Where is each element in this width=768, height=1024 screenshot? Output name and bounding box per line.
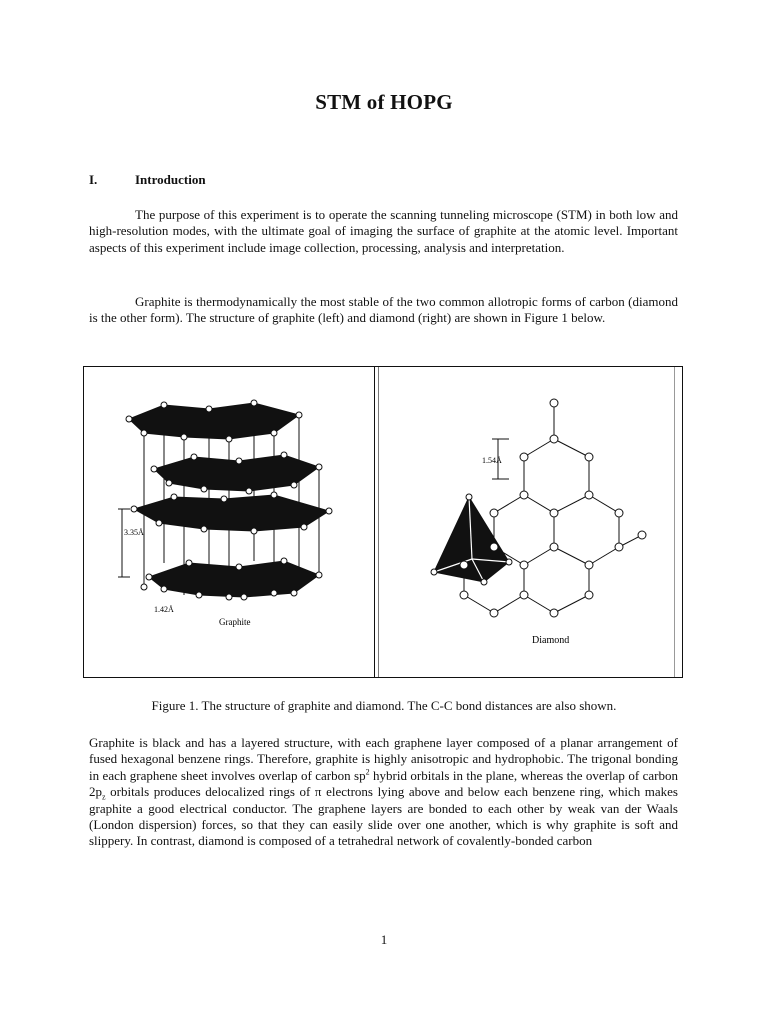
- paragraph-3-part-c: orbitals produces delocalized rings of: [105, 784, 315, 800]
- document-title: STM of HOPG: [315, 90, 453, 114]
- pz-subscript: z: [102, 792, 106, 802]
- diamond-label: Diamond: [532, 635, 570, 646]
- figure-caption: Figure 1. The structure of graphite and diamond. The C-C bond distances are also shown.: [151, 698, 617, 713]
- diamond-bond-label: 1.54Å: [482, 456, 502, 465]
- graphite-structure-diagram: [114, 387, 364, 637]
- pi-symbol: π: [314, 784, 322, 800]
- intro-paragraph-1: The purpose of this experiment is to operate the scanning tunneling microscope (STM) in both low and high-resolution modes, with the ultimate goal of imaging the surface of graphite at the atomic level. Important aspects of this experiment include image collection, processing, analysis and interpretation.: [89, 207, 678, 255]
- page-number: 1: [380, 932, 388, 947]
- graphite-label: Graphite: [219, 617, 251, 627]
- section-heading: [89, 172, 206, 188]
- figure-divider: [374, 367, 375, 677]
- figure-inner-edge: [674, 367, 675, 677]
- figure-1-frame: [83, 366, 683, 678]
- graphite-paragraph: [89, 735, 678, 850]
- figure-divider-secondary: [378, 367, 379, 677]
- graphite-bond-label: 1.42Å: [154, 605, 174, 614]
- section-title: Introduction: [135, 172, 206, 187]
- graphite-interlayer-label: 3.35Å: [124, 528, 144, 537]
- paragraph-3-part-a: Graphite is black and has a layered structure, with each graphene layer composed of a planar arrangement of fused hexagonal benzene rings. Therefore, graphite is highly anisotropic and hydrophobic. The trigonal bonding in each graphene sheet involves overlap of carbon sp: [89, 735, 678, 783]
- intro-paragraph-2: Graphite is thermodynamically the most stable of the two common allotropic forms of carbon (diamond is the other form). The structure of graphite (left) and diamond (right) are shown in Figure 1 below.: [89, 294, 678, 326]
- paragraph-3-part-b: hybrid orbitals in the plane, whereas the overlap of carbon 2p: [89, 767, 678, 800]
- sp2-superscript: 2: [365, 767, 370, 777]
- paragraph-3-part-d: electrons lying above and below each benzene ring, which makes graphite a good electrical conductor. The graphene layers are bonded to each other by weak van der Waals (London dispersion) forces, so that they can easily slide over one another, which is why graphite is soft and slippery. In contrast, diamond is composed of a tetrahedral network of covalently-bonded carbon: [89, 784, 678, 849]
- section-number: I.: [89, 172, 98, 187]
- diamond-structure-diagram: [414, 387, 654, 647]
